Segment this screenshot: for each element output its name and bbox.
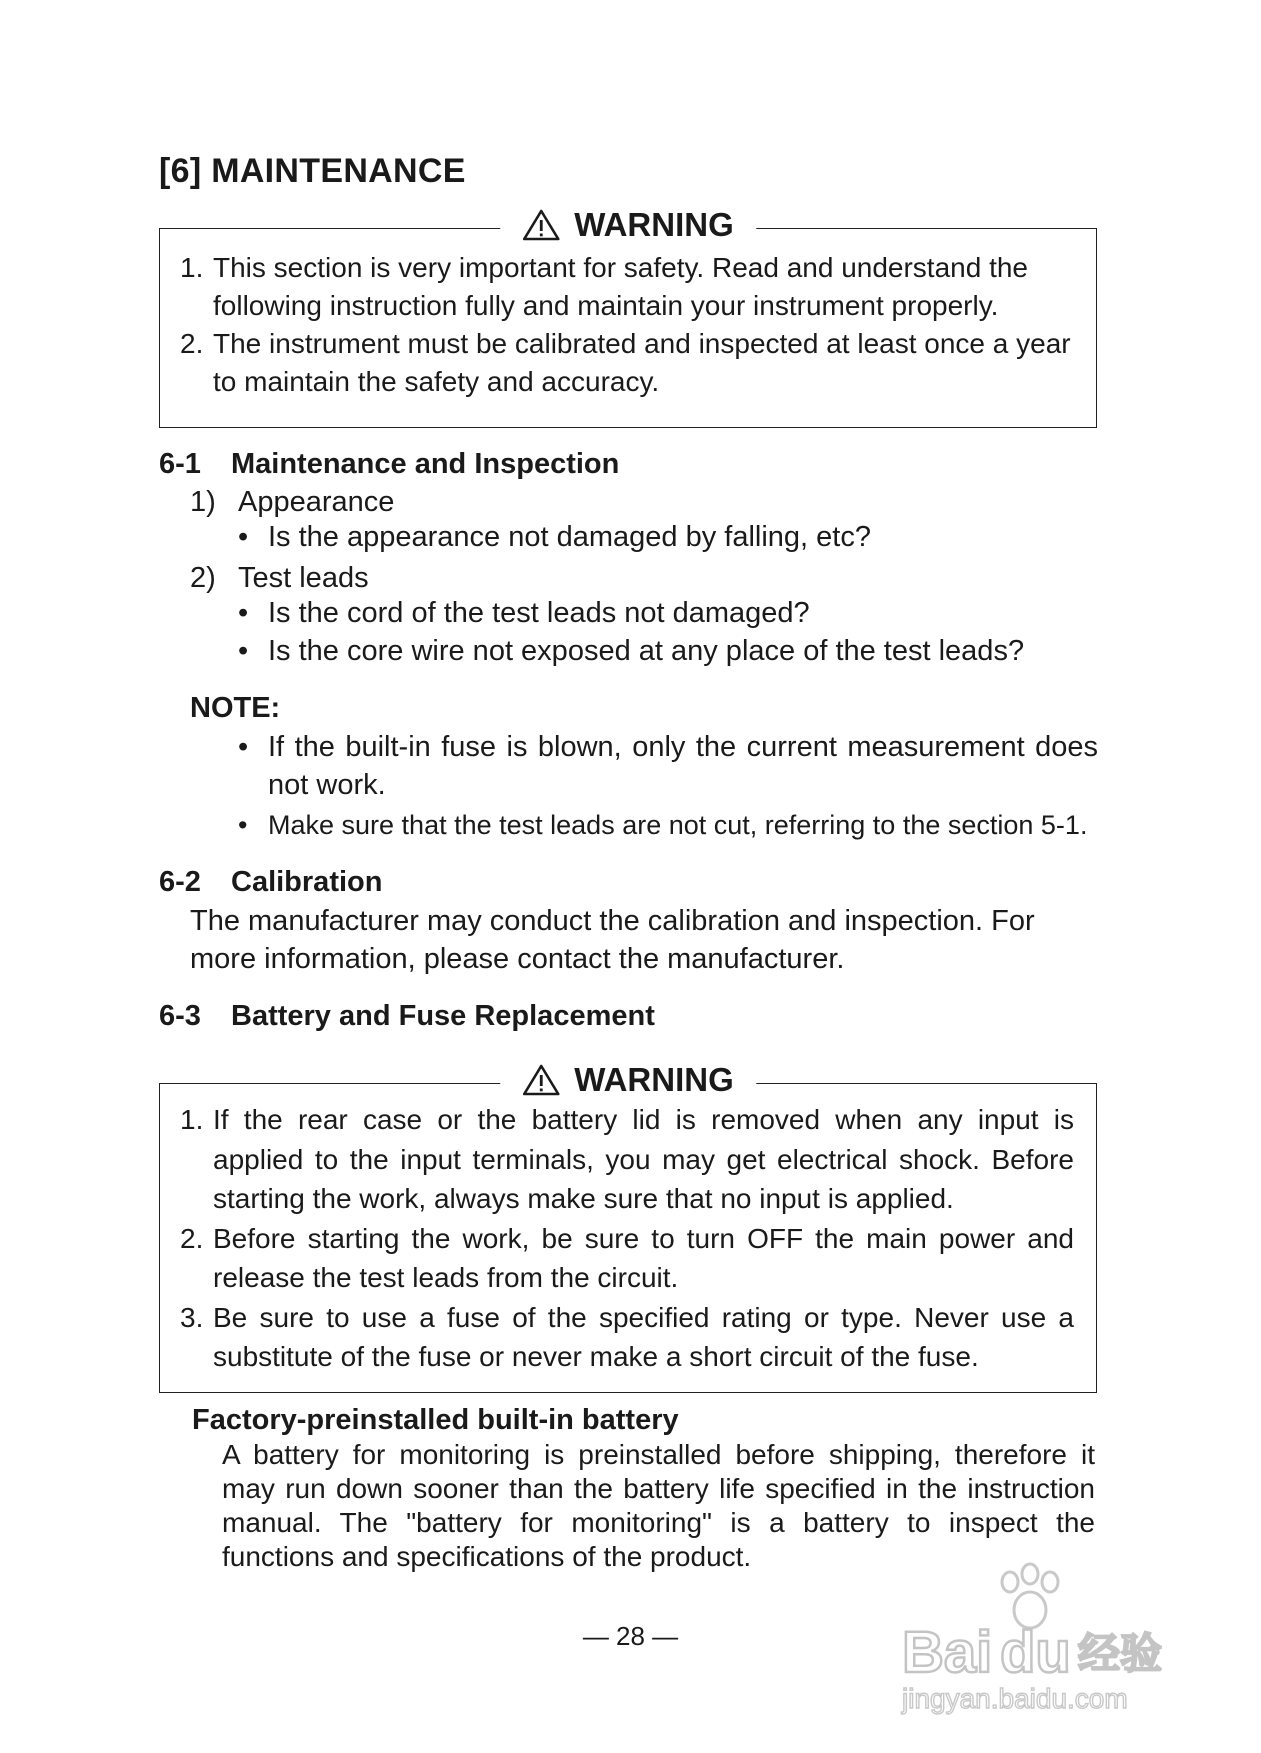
note-label: NOTE: [190, 692, 281, 724]
warning-item: 3. Be sure to use a fuse of the specified rating or type. Never use a substitute of the fuse or never make a short circuit of the fuse. [180, 1301, 1074, 1372]
warning-heading-2 [500, 1061, 756, 1099]
bullet-item: • Is the cord of the test leads not damaged? [238, 597, 810, 629]
section-6-2-heading: 6-2 Calibration [159, 866, 383, 898]
factory-battery-text: A battery for monitoring is preinstalled before shipping, therefore it may run down sooner than the battery life specified in the instruction manual. The "battery for monitoring" is a battery to inspect the functions and specifications of the product. [222, 1439, 1095, 1572]
warning-heading-text: WARNING [574, 1061, 734, 1098]
warning-box-2 [159, 1061, 1097, 1393]
factory-battery-title: Factory-preinstalled built-in battery [192, 1404, 679, 1436]
warning-item: 2. The instrument must be calibrated and inspected at least once a year to maintain the safety and accuracy. [180, 328, 1071, 397]
warning-list-1 [180, 249, 1074, 401]
warning-item: 2. Before starting the work, be sure to turn OFF the main power and release the test leads from the circuit. [180, 1222, 1074, 1293]
warning-item: 1. This section is very important for safety. Read and understand the following instruction fully and maintain your instrument properly. [180, 252, 1029, 321]
warning-list-2 [180, 1100, 1074, 1377]
page-number: — 28 — [582, 1621, 679, 1651]
warning-item: 1. If the rear case or the battery lid is removed when any input is applied to the input terminals, you may get electrical shock. Before starting the work, always make sure that no input is applied. [180, 1104, 1074, 1214]
warning-heading-1 [500, 206, 756, 244]
note-item: • Make sure that the test leads are not cut, referring to the section 5-1. [238, 810, 1088, 840]
svg-text:经验: 经验 [1078, 1629, 1163, 1678]
section-6-1-heading: 6-1 Maintenance and Inspection [159, 448, 620, 480]
baidu-watermark-logo [892, 1560, 1192, 1720]
svg-text:du: du [1000, 1620, 1071, 1685]
bullet-item: • Is the core wire not exposed at any place of the test leads? [238, 635, 1025, 667]
item-test-leads: 2) Test leads [190, 562, 369, 594]
svg-text:jingyan.baidu.com: jingyan.baidu.com [902, 1683, 1128, 1714]
warning-triangle-icon [522, 1064, 560, 1096]
calibration-text: The manufacturer may conduct the calibration and inspection. For more information, please contact the manufacturer. [190, 905, 1035, 975]
item-appearance: 1) Appearance [190, 486, 395, 518]
warning-box-1 [159, 206, 1097, 428]
section-title: [6] MAINTENANCE [159, 152, 466, 190]
warning-triangle-icon [522, 209, 560, 241]
note-item: • If the built-in fuse is blown, only the current measurement does not work. [238, 731, 1098, 801]
warning-heading-text: WARNING [574, 206, 734, 243]
section-6-3-heading: 6-3 Battery and Fuse Replacement [159, 1000, 655, 1032]
svg-text:Bai: Bai [902, 1620, 993, 1685]
bullet-item: • Is the appearance not damaged by falling, etc? [238, 521, 871, 553]
